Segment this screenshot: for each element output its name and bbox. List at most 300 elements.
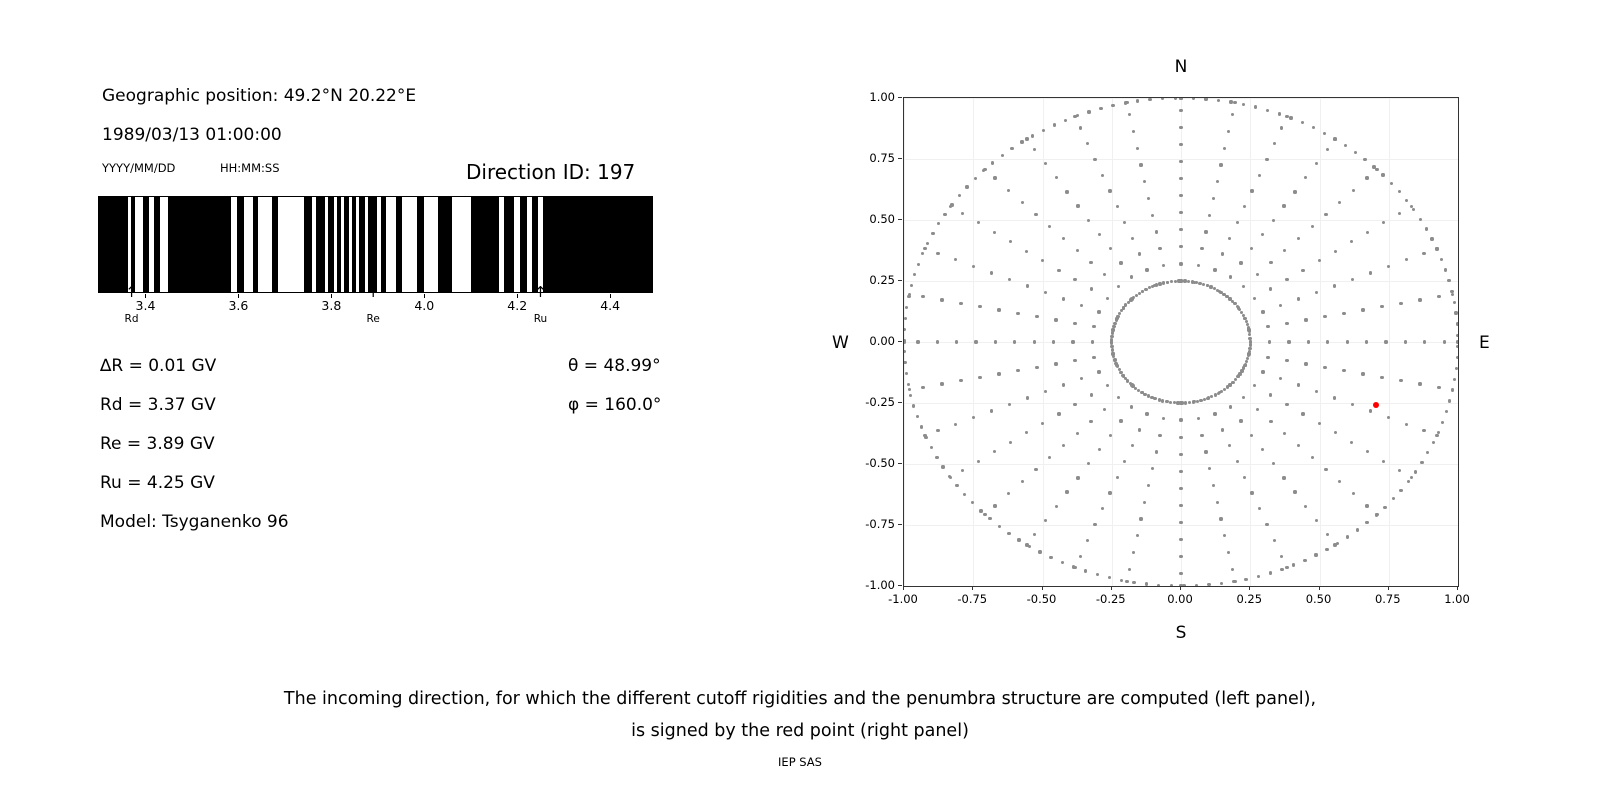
y-tick-label: -0.75 (865, 517, 895, 531)
direction-dot (1420, 461, 1423, 464)
direction-dot (1155, 230, 1158, 233)
direction-dot (1203, 398, 1206, 401)
direction-dot (1113, 322, 1116, 325)
geographic-position-label: Geographic position: 49.2°N 20.22°E (102, 86, 417, 106)
direction-dot (1131, 237, 1134, 240)
direction-dot (1150, 396, 1153, 399)
direction-dot (1179, 194, 1182, 197)
direction-dot (1131, 384, 1134, 387)
direction-dot (1303, 559, 1306, 562)
compass-north-label: N (1174, 57, 1188, 77)
direction-dot (1009, 441, 1012, 444)
direction-dot (1315, 291, 1318, 294)
direction-dot (1454, 311, 1457, 314)
direction-dot (1293, 190, 1296, 193)
direction-dot (1125, 580, 1128, 583)
direction-dot (1162, 281, 1165, 284)
penumbra-tick-label: 3.4 (135, 298, 156, 313)
direction-dot (1093, 523, 1096, 526)
direction-dot (1250, 434, 1253, 437)
direction-dot (1443, 340, 1446, 343)
arrow-up-icon: ↑ (125, 283, 138, 301)
direction-dot (1204, 450, 1207, 453)
direction-dot (1016, 312, 1019, 315)
gridline-horizontal (904, 525, 1458, 526)
direction-dot (1087, 219, 1090, 222)
direction-dot (1204, 230, 1207, 233)
stat-phi: φ = 160.0° (568, 395, 662, 415)
direction-dot (955, 484, 958, 487)
direction-dot (1297, 297, 1300, 300)
direction-dot (1057, 269, 1060, 272)
direction-dot (1257, 575, 1260, 578)
direction-dot (1115, 318, 1118, 321)
x-tick-mark (1457, 586, 1458, 590)
direction-dot (1311, 456, 1314, 459)
direction-dot (982, 169, 985, 172)
direction-dot (1315, 162, 1318, 165)
direction-dot (1065, 190, 1068, 193)
direction-dot (1430, 237, 1433, 240)
direction-dot (1301, 121, 1304, 124)
direction-dot (1453, 378, 1456, 381)
direction-dot (1179, 177, 1182, 180)
direction-dot (1179, 555, 1182, 558)
direction-dot (1253, 297, 1256, 300)
penumbra-tick-label: 4.2 (507, 298, 528, 313)
direction-dot (1086, 539, 1089, 542)
direction-dot (1143, 180, 1146, 183)
direction-dot (1233, 101, 1236, 104)
direction-dot (1204, 97, 1207, 100)
direction-dot (910, 284, 913, 287)
penumbra-strip (98, 196, 653, 293)
direction-dot (1192, 97, 1195, 100)
direction-dot (1297, 444, 1300, 447)
direction-dot (954, 423, 957, 426)
direction-dot (977, 460, 980, 463)
direction-dot (1304, 176, 1307, 179)
compass-west-label: W (832, 333, 849, 353)
direction-dot (905, 372, 908, 375)
direction-dot (1054, 318, 1057, 321)
direction-dot (1009, 240, 1012, 243)
direction-dot (1179, 418, 1182, 421)
penumbra-band (328, 197, 334, 292)
direction-dot (1456, 356, 1459, 359)
direction-dot (1456, 322, 1459, 325)
direction-dot (1049, 556, 1052, 559)
direction-dot (1261, 370, 1264, 373)
direction-dot (1208, 467, 1211, 470)
direction-dot (1113, 358, 1116, 361)
direction-dot (1026, 284, 1029, 287)
direction-dot (1117, 396, 1120, 399)
direction-dot (963, 493, 966, 496)
direction-dot (1038, 550, 1041, 553)
direction-dot (1369, 271, 1372, 274)
direction-dot (1366, 450, 1369, 453)
date-format-hint: YYYY/MM/DD (102, 161, 176, 175)
direction-dot (1035, 366, 1038, 369)
direction-dot (979, 509, 982, 512)
direction-dot (1044, 291, 1047, 294)
direction-dot (1093, 158, 1096, 161)
direction-dot (1179, 97, 1182, 100)
direction-dot (1350, 240, 1353, 243)
direction-dot (1021, 201, 1024, 204)
direction-dot (941, 465, 944, 468)
direction-dot (920, 425, 923, 428)
direction-dot (993, 231, 996, 234)
direction-dot (1228, 444, 1231, 447)
direction-dot (1285, 322, 1288, 325)
direction-dot (1261, 233, 1264, 236)
direction-dot (1076, 249, 1079, 252)
x-tick-label: -0.75 (957, 592, 988, 606)
y-tick-mark (898, 402, 902, 403)
penumbra-band (154, 197, 161, 292)
direction-dot (1412, 208, 1415, 211)
penumbra-band (543, 197, 652, 292)
direction-dot (1227, 551, 1230, 554)
direction-dot (1096, 573, 1099, 576)
direction-dot (1057, 412, 1060, 415)
direction-dot (1054, 362, 1057, 365)
direction-dot (1124, 101, 1127, 104)
penumbra-band (304, 197, 311, 292)
penumbra-chart (98, 196, 653, 293)
direction-dot (1053, 123, 1056, 126)
penumbra-band (532, 197, 538, 292)
direction-dot (978, 376, 981, 379)
rigidity-marker-rd (112, 283, 152, 325)
direction-dot (1285, 403, 1288, 406)
direction-dot (1130, 275, 1133, 278)
direction-dot (1128, 568, 1131, 571)
direction-dot (1080, 304, 1083, 307)
direction-dot (1382, 221, 1385, 224)
direction-dot (940, 298, 943, 301)
direction-dot (1287, 340, 1290, 343)
stat-rd: Rd = 3.37 GV (100, 395, 216, 415)
direction-dot (1258, 174, 1261, 177)
direction-dot (1447, 279, 1450, 282)
direction-dot (1350, 441, 1353, 444)
penumbra-band (99, 197, 128, 292)
direction-dot (1108, 576, 1111, 579)
direction-dot (1138, 252, 1141, 255)
direction-dot (1301, 412, 1304, 415)
direction-dot (1197, 264, 1200, 267)
direction-dot (1311, 225, 1314, 228)
direction-dot (1405, 199, 1408, 202)
direction-dot (1179, 262, 1182, 265)
selected-direction-point[interactable] (1373, 402, 1379, 408)
direction-dot (1139, 163, 1142, 166)
direction-dot (1136, 99, 1139, 102)
time-format-hint: HH:MM:SS (220, 161, 280, 175)
direction-dot (1242, 285, 1245, 288)
direction-dot (923, 247, 926, 250)
direction-dot (1334, 431, 1337, 434)
direction-dot (983, 513, 986, 516)
gridline-horizontal (904, 220, 1458, 221)
direction-dot (1361, 372, 1364, 375)
direction-dot (1166, 281, 1169, 284)
direction-dot (1099, 107, 1102, 110)
direction-dot (1232, 580, 1235, 583)
direction-dot (1422, 252, 1425, 255)
direction-dot (1304, 505, 1307, 508)
direction-dot (1398, 469, 1401, 472)
direction-dot (1387, 265, 1390, 268)
direction-dot (1151, 214, 1154, 217)
direction-dot (1231, 113, 1234, 116)
direction-dot (1179, 143, 1182, 146)
direction-dot (1217, 99, 1220, 102)
direction-dot (1266, 109, 1269, 112)
direction-dot (1110, 335, 1113, 338)
y-tick-mark (898, 463, 902, 464)
direction-dot (1025, 250, 1028, 253)
direction-dot (1130, 405, 1133, 408)
direction-dot (1179, 453, 1182, 456)
direction-dot (1129, 382, 1132, 385)
direction-dot (1213, 268, 1216, 271)
direction-dot (1158, 398, 1161, 401)
penumbra-band (396, 197, 402, 292)
direction-dot (1033, 533, 1036, 536)
x-tick-mark (1180, 586, 1181, 590)
direction-dot (965, 185, 968, 188)
direction-dot (1435, 247, 1438, 250)
direction-dot (1398, 190, 1401, 193)
y-tick-mark (898, 158, 902, 159)
direction-dot (913, 273, 916, 276)
direction-dot (1179, 228, 1182, 231)
direction-dot (1044, 390, 1047, 393)
direction-dot (1242, 396, 1245, 399)
direction-dot (974, 340, 977, 343)
direction-dot (1155, 450, 1158, 453)
direction-dot (1179, 436, 1182, 439)
direction-dot (1195, 584, 1198, 587)
penumbra-x-axis (98, 283, 655, 325)
direction-dot (1089, 261, 1092, 264)
direction-dot (1200, 247, 1203, 250)
direction-dot (1076, 114, 1079, 117)
direction-dot (1256, 408, 1259, 411)
penumbra-band (131, 197, 136, 292)
direction-dot (1279, 304, 1282, 307)
direction-dot (1119, 261, 1122, 264)
y-tick-label: 0.50 (869, 212, 895, 226)
penumbra-band (237, 197, 244, 292)
direction-dot (1128, 113, 1131, 116)
direction-dot (1007, 189, 1010, 192)
direction-dot (1114, 362, 1117, 365)
direction-dot (1109, 434, 1112, 437)
direction-dot (1314, 553, 1317, 556)
direction-dot (1229, 275, 1232, 278)
direction-dot (1425, 227, 1428, 230)
direction-dot (1356, 528, 1359, 531)
direction-dot (1061, 561, 1064, 564)
direction-dot (1197, 417, 1200, 420)
direction-dot (1111, 331, 1114, 334)
direction-dot (1228, 237, 1231, 240)
y-tick-mark (898, 585, 902, 586)
direction-dot (1116, 205, 1119, 208)
direction-dot (909, 394, 912, 397)
direction-dot (1301, 269, 1304, 272)
direction-dot (1162, 417, 1165, 420)
direction-dot (959, 379, 962, 382)
direction-dot (1089, 420, 1092, 423)
direction-dot (937, 222, 940, 225)
direction-dot (1213, 412, 1216, 415)
direction-dot (1219, 163, 1222, 166)
direction-dot (1352, 492, 1355, 495)
direction-dot (1325, 548, 1328, 551)
direction-dot (916, 415, 919, 418)
direction-dot (1384, 340, 1387, 343)
direction-dot (924, 436, 927, 439)
rigidity-marker-label: Ru (533, 313, 548, 325)
direction-dot (1111, 352, 1114, 355)
direction-dot (1280, 568, 1283, 571)
direction-dot (1266, 356, 1269, 359)
direction-dot (1126, 379, 1129, 382)
direction-dot (1243, 205, 1246, 208)
direction-dot (1179, 109, 1182, 112)
direction-dot (1450, 290, 1453, 293)
arrow-up-icon: ↑ (534, 283, 547, 301)
x-tick-label: -0.50 (1026, 592, 1057, 606)
x-tick-label: 0.00 (1167, 592, 1193, 606)
direction-dot (1227, 130, 1230, 133)
direction-dot (1220, 390, 1223, 393)
direction-dot (1120, 579, 1123, 582)
direction-dot (1440, 258, 1443, 261)
direction-dot (1292, 563, 1295, 566)
direction-dot (1041, 259, 1044, 262)
figure-caption (0, 683, 1600, 747)
direction-dot (1073, 403, 1076, 406)
penumbra-band (272, 197, 279, 292)
direction-dot (1179, 211, 1182, 214)
direction-dot (1157, 584, 1160, 587)
penumbra-band (344, 197, 349, 292)
direction-dot (1087, 110, 1090, 113)
direction-dot (1064, 119, 1067, 122)
direction-dot (1293, 490, 1296, 493)
direction-dot (998, 525, 1001, 528)
direction-dot (1008, 403, 1011, 406)
rigidity-marker-label: Re (366, 313, 380, 325)
direction-dot (1279, 377, 1282, 380)
direction-dot (1162, 264, 1165, 267)
direction-dot (1118, 312, 1121, 315)
direction-dot (1071, 340, 1074, 343)
x-tick-mark (903, 586, 904, 590)
direction-dot (1315, 390, 1318, 393)
direction-dot (1253, 384, 1256, 387)
caption-line-1: The incoming direction, for which the different cutoff rigidities and the penumbra structure are computed (left panel), (283, 689, 1317, 709)
direction-dot (1062, 444, 1065, 447)
direction-dot (1326, 148, 1329, 151)
direction-dot (1097, 310, 1100, 313)
direction-dot (1231, 568, 1234, 571)
direction-dot (1073, 322, 1076, 325)
penumbra-band (471, 197, 499, 292)
direction-dot (988, 517, 991, 520)
direction-dot (1110, 345, 1113, 348)
direction-dot (1042, 129, 1045, 132)
direction-dot (921, 295, 924, 298)
direction-dot (930, 446, 933, 449)
sky-map-plot (903, 97, 1459, 587)
penumbra-tick-label: 3.8 (321, 298, 342, 313)
direction-dot (1380, 305, 1383, 308)
direction-dot (1229, 100, 1232, 103)
penumbra-tick-label: 4.4 (600, 298, 621, 313)
direction-dot (1390, 182, 1393, 185)
direction-dot (1280, 126, 1283, 129)
direction-dot (1250, 247, 1253, 250)
direction-dot (1179, 538, 1182, 541)
y-tick-label: 0.00 (869, 334, 895, 348)
direction-dot (1121, 374, 1124, 377)
direction-dot (1073, 278, 1076, 281)
stat-delta-r: ∆R = 0.01 GV (100, 356, 217, 376)
penumbra-tick-label: 4.0 (414, 298, 435, 313)
direction-dot (1062, 237, 1065, 240)
direction-dot (1346, 340, 1349, 343)
x-tick-label: -0.25 (1095, 592, 1126, 606)
direction-dot (1338, 201, 1341, 204)
direction-dot (1324, 468, 1327, 471)
direction-dot (1392, 497, 1395, 500)
direction-dot (1318, 422, 1321, 425)
direction-dot (903, 339, 906, 342)
direction-dot (1086, 142, 1089, 145)
direction-dot (1266, 325, 1269, 328)
direction-dot (1101, 507, 1104, 510)
direction-dot (1062, 297, 1065, 300)
stat-model: Model: Tsyganenko 96 (100, 512, 289, 532)
direction-dot (1092, 356, 1095, 359)
direction-dot (1304, 318, 1307, 321)
direction-dot (972, 416, 975, 419)
direction-dot (1223, 388, 1226, 391)
direction-dot (1441, 421, 1444, 424)
x-tick-mark (1042, 586, 1043, 590)
direction-dot (1265, 158, 1268, 161)
direction-dot (1026, 396, 1029, 399)
direction-dot (1016, 369, 1019, 372)
direction-dot (1372, 165, 1375, 168)
direction-dot (1239, 419, 1242, 422)
direction-dot (1124, 377, 1127, 380)
direction-dot (1236, 460, 1239, 463)
direction-dot (1124, 303, 1127, 306)
direction-dot (1179, 504, 1182, 507)
y-tick-label: -0.25 (865, 395, 895, 409)
direction-dot (1103, 273, 1106, 276)
direction-dot (1010, 147, 1013, 150)
